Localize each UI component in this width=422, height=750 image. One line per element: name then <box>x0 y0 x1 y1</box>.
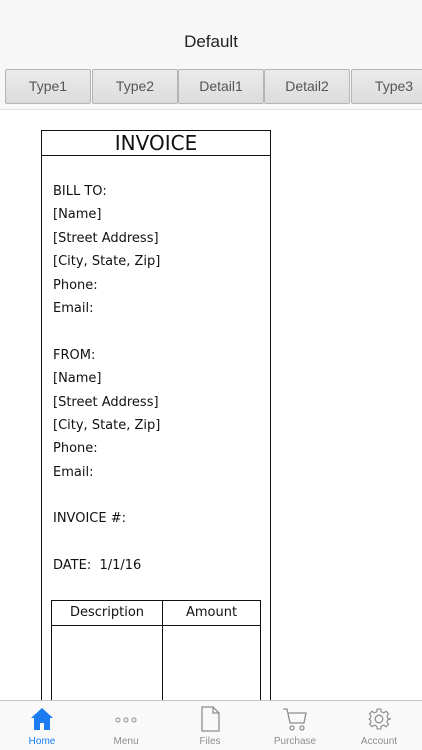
tab-files-label: Files <box>199 736 221 747</box>
spacer <box>53 531 263 554</box>
tab-account[interactable] <box>337 701 421 750</box>
tab-home[interactable] <box>0 701 84 750</box>
tab-type1[interactable]: Type1 <box>5 69 91 104</box>
spacer <box>53 320 263 343</box>
more-dots-icon <box>114 706 138 732</box>
invoice-document[interactable] <box>41 130 271 700</box>
bill-to-name: [Name] <box>53 207 102 223</box>
description-cell <box>52 626 163 700</box>
tab-menu[interactable] <box>84 701 168 750</box>
from-email: Email: <box>53 464 94 480</box>
tab-detail1[interactable]: Detail1 <box>178 69 264 104</box>
bill-to-email: Email: <box>53 300 94 316</box>
column-amount: Amount <box>185 605 238 620</box>
home-icon <box>30 706 54 732</box>
table-row <box>52 626 260 700</box>
tab-account-label: Account <box>360 736 398 747</box>
invoice-number-label: INVOICE #: <box>53 511 126 527</box>
cart-icon <box>283 706 307 732</box>
template-type-tabs <box>0 64 422 110</box>
invoice-preview-area[interactable] <box>0 111 422 700</box>
bottom-tab-bar <box>0 700 422 750</box>
from-phone: Phone: <box>53 441 98 457</box>
from-name: [Name] <box>53 371 102 387</box>
page-title: Default <box>184 32 238 51</box>
tab-home-label: Home <box>28 736 56 747</box>
bill-to-street: [Street Address] <box>53 230 159 246</box>
from-street: [Street Address] <box>53 394 159 410</box>
tab-files[interactable] <box>168 701 252 750</box>
tab-purchase-label: Purchase <box>273 736 317 747</box>
spacer <box>53 484 263 507</box>
bill-to-city: [City, State, Zip] <box>53 254 161 270</box>
bill-to-phone: Phone: <box>53 277 98 293</box>
tab-type2[interactable]: Type2 <box>92 69 178 104</box>
gear-icon <box>367 706 391 732</box>
tab-detail2[interactable]: Detail2 <box>264 69 350 104</box>
invoice-details <box>53 180 263 578</box>
line-items-table <box>51 600 261 700</box>
table-header <box>52 601 260 626</box>
tab-type3[interactable]: Type3 <box>351 69 422 104</box>
file-icon <box>198 706 222 732</box>
navigation-bar <box>0 0 422 64</box>
invoice-date: DATE: 1/1/16 <box>53 558 142 574</box>
amount-cell <box>163 626 260 700</box>
invoice-title: INVOICE <box>42 131 270 156</box>
from-heading: FROM: <box>53 347 96 363</box>
tab-menu-label: Menu <box>113 736 139 747</box>
from-city: [City, State, Zip] <box>53 417 161 433</box>
bill-to-heading: BILL TO: <box>53 184 107 199</box>
column-description: Description <box>52 601 163 625</box>
tab-purchase[interactable] <box>253 701 337 750</box>
